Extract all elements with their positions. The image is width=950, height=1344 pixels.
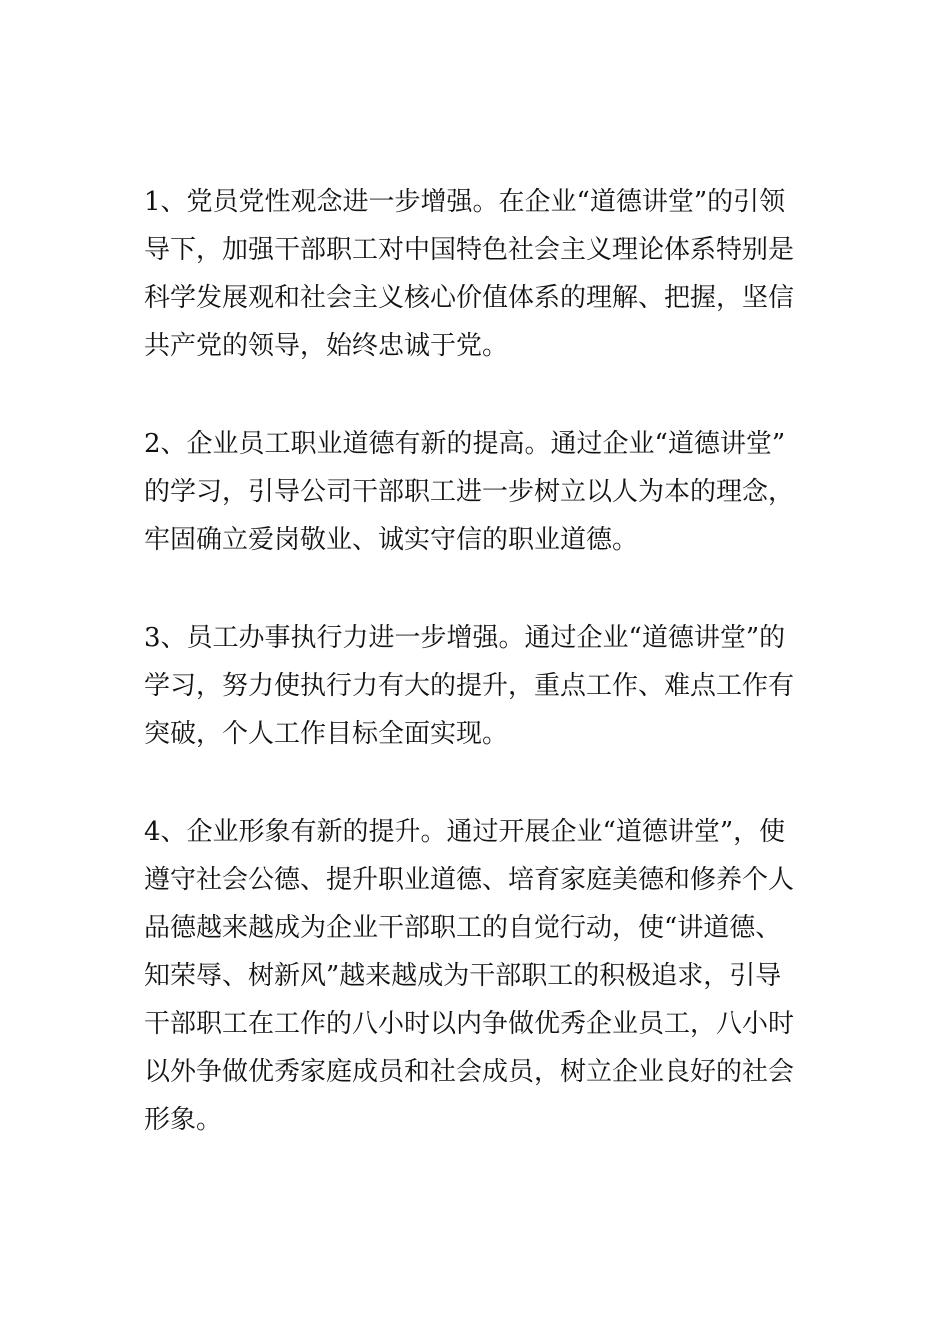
paragraph-line: 导下，加强干部职工对中国特色社会主义理论体系特别是 — [144, 235, 795, 265]
paragraph-4 — [144, 808, 814, 1144]
paragraph-line: 3、员工办事执行力进一步增强。通过企业“道德讲堂”的 — [144, 623, 786, 653]
paragraph-line: 牢固确立爱岗敬业、诚实守信的职业道德。 — [144, 525, 639, 555]
paragraph-line: 的学习，引导公司干部职工进一步树立以人为本的理念， — [144, 477, 795, 507]
paragraph-1 — [144, 178, 814, 370]
paragraph-line: 形象。 — [144, 1105, 223, 1135]
paragraph-line: 1、党员党性观念进一步增强。在企业“道德讲堂”的引领 — [144, 187, 786, 217]
paragraph-line: 干部职工在工作的八小时以内争做优秀企业员工，八小时 — [144, 1009, 795, 1039]
paragraph-line: 突破，个人工作目标全面实现。 — [144, 719, 509, 749]
paragraph-line: 学习，努力使执行力有大的提升，重点工作、难点工作有 — [144, 671, 795, 701]
paragraph-line: 以外争做优秀家庭成员和社会成员，树立企业良好的社会 — [144, 1057, 795, 1087]
paragraph-line: 遵守社会公德、提升职业道德、培育家庭美德和修养个人 — [144, 865, 795, 895]
paragraph-line: 共产党的领导，始终忠诚于党。 — [144, 331, 509, 361]
paragraph-line: 4、企业形象有新的提升。通过开展企业“道德讲堂”，使 — [144, 817, 786, 847]
document-body — [144, 178, 814, 1194]
paragraph-line: 科学发展观和社会主义核心价值体系的理解、把握，坚信 — [144, 283, 795, 313]
paragraph-line: 知荣辱、树新风”越来越成为干部职工的积极追求，引导 — [144, 961, 782, 991]
paragraph-line: 2、企业员工职业道德有新的提高。通过企业“道德讲堂” — [144, 429, 786, 459]
paragraph-line: 品德越来越成为企业干部职工的自觉行动，使“讲道德、 — [144, 913, 782, 943]
paragraph-2 — [144, 420, 814, 564]
paragraph-3 — [144, 614, 814, 758]
